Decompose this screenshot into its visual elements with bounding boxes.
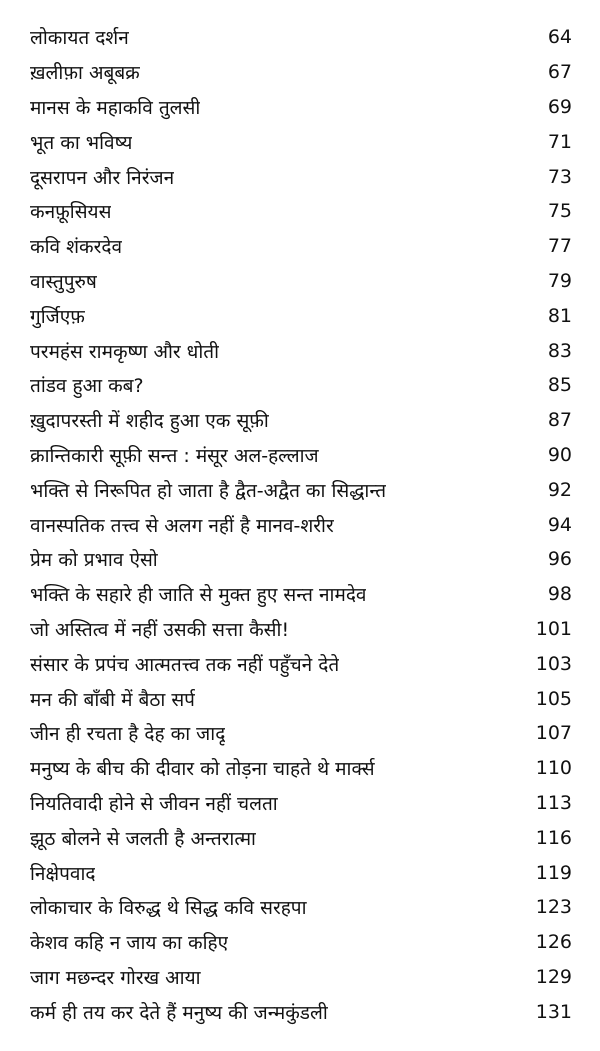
toc-page-number: 92 [547, 478, 572, 501]
toc-title: मानस के महाकवि तुलसी [30, 96, 201, 119]
toc-row [30, 229, 572, 264]
toc-title: तांडव हुआ कब? [30, 375, 144, 398]
toc-title: गुर्जिएफ़ [30, 305, 85, 328]
toc-page-number: 123 [535, 896, 572, 919]
toc-row [30, 960, 572, 995]
toc-title: वानस्पतिक तत्त्व से अलग नहीं है मानव-शरीर [30, 514, 334, 537]
toc-row [30, 472, 572, 507]
toc-row [30, 159, 572, 194]
toc-row [30, 194, 572, 229]
toc-row [30, 368, 572, 403]
toc-row [30, 994, 572, 1029]
toc-row [30, 577, 572, 612]
toc-title: मन की बाँबी में बैठा सर्प [30, 688, 195, 711]
toc-row [30, 55, 572, 90]
toc-row [30, 298, 572, 333]
toc-page-number: 85 [547, 374, 572, 397]
toc-page-number: 79 [547, 269, 572, 292]
toc-row [30, 542, 572, 577]
toc-page-number: 101 [535, 617, 572, 640]
toc-title: ख़लीफ़ा अबूबक्र [30, 62, 140, 85]
toc-page-number: 75 [547, 200, 572, 223]
toc-page-number: 73 [547, 165, 572, 188]
toc-row [30, 403, 572, 438]
toc-page-number: 94 [547, 513, 572, 536]
toc-title: कवि शंकरदेव [30, 236, 123, 259]
toc-title: क्रान्तिकारी सूफ़ी सन्त : मंसूर अल-हल्लाज [30, 444, 319, 467]
toc-page-number: 90 [547, 443, 572, 466]
toc-title: झूठ बोलने से जलती है अन्तरात्मा [30, 827, 256, 850]
toc-row [30, 681, 572, 716]
toc-row [30, 124, 572, 159]
toc-page-number: 107 [535, 722, 572, 745]
toc-page-number: 119 [535, 861, 572, 884]
toc-page-number: 131 [535, 1000, 572, 1023]
toc-row [30, 507, 572, 542]
toc-title: दूसरापन और निरंजन [30, 166, 175, 189]
toc-row [30, 925, 572, 960]
toc-page-number: 96 [547, 548, 572, 571]
toc-title: लोकाचार के विरुद्ध थे सिद्ध कवि सरहपा [30, 897, 307, 920]
toc-title: भूत का भविष्य [30, 131, 133, 154]
toc-page-number: 71 [547, 130, 572, 153]
toc-row [30, 438, 572, 473]
toc-title: केशव कहि न जाय का कहिए [30, 932, 229, 955]
toc-row [30, 264, 572, 299]
toc-row [30, 612, 572, 647]
toc-row [30, 20, 572, 55]
toc-row [30, 751, 572, 786]
toc-title: जाग मछन्दर गोरख आया [30, 966, 201, 989]
toc-title: लोकायत दर्शन [30, 27, 129, 50]
toc-title: कर्म ही तय कर देते हैं मनुष्य की जन्मकुंडली [30, 1001, 328, 1024]
toc-title: प्रेम को प्रभाव ऐसो [30, 549, 158, 572]
toc-row [30, 646, 572, 681]
toc-page-number: 116 [535, 826, 572, 849]
toc-page-number: 83 [547, 339, 572, 362]
toc-page-number: 103 [535, 652, 572, 675]
toc-page-number: 69 [547, 95, 572, 118]
toc-title: परमहंस रामकृष्ण और धोती [30, 340, 220, 363]
toc-title: नियतिवादी होने से जीवन नहीं चलता [30, 792, 278, 815]
toc-title: भक्ति के सहारे ही जाति से मुक्त हुए सन्त नामदेव [30, 584, 367, 607]
toc-title: ख़ुदापरस्ती में शहीद हुआ एक सूफ़ी [30, 410, 269, 433]
toc-title: जीन ही रचता है देह का जादू [30, 723, 226, 746]
toc-row [30, 716, 572, 751]
toc-title: मनुष्य के बीच की दीवार को तोड़ना चाहते थे मार्क्स [30, 758, 375, 781]
toc-page-number: 77 [547, 235, 572, 258]
toc-row [30, 820, 572, 855]
toc-row [30, 786, 572, 821]
toc-title: कनफ़ूसियस [30, 201, 112, 224]
toc-page-number: 81 [547, 304, 572, 327]
toc-page-number: 87 [547, 409, 572, 432]
toc-page-number: 126 [535, 931, 572, 954]
toc-row [30, 890, 572, 925]
toc-row [30, 855, 572, 890]
toc-row [30, 333, 572, 368]
toc-page-number: 110 [535, 757, 572, 780]
toc-page-number: 113 [535, 791, 572, 814]
toc-title: भक्ति से निरूपित हो जाता है द्वैत-अद्वैत का सिद्धान्त [30, 479, 387, 502]
toc-page-number: 129 [535, 965, 572, 988]
toc-page-number: 64 [547, 26, 572, 49]
toc-title: जो अस्तित्व में नहीं उसकी सत्ता कैसी! [30, 618, 290, 641]
toc-page-number: 67 [547, 61, 572, 84]
toc-page-number: 98 [547, 583, 572, 606]
toc-title: वास्तुपुरुष [30, 270, 97, 293]
toc-row [30, 90, 572, 125]
toc-title: संसार के प्रपंच आत्मतत्त्व तक नहीं पहुँचने देते [30, 653, 340, 676]
table-of-contents [30, 20, 572, 1029]
toc-title: निक्षेपवाद [30, 862, 96, 885]
toc-page-number: 105 [535, 687, 572, 710]
